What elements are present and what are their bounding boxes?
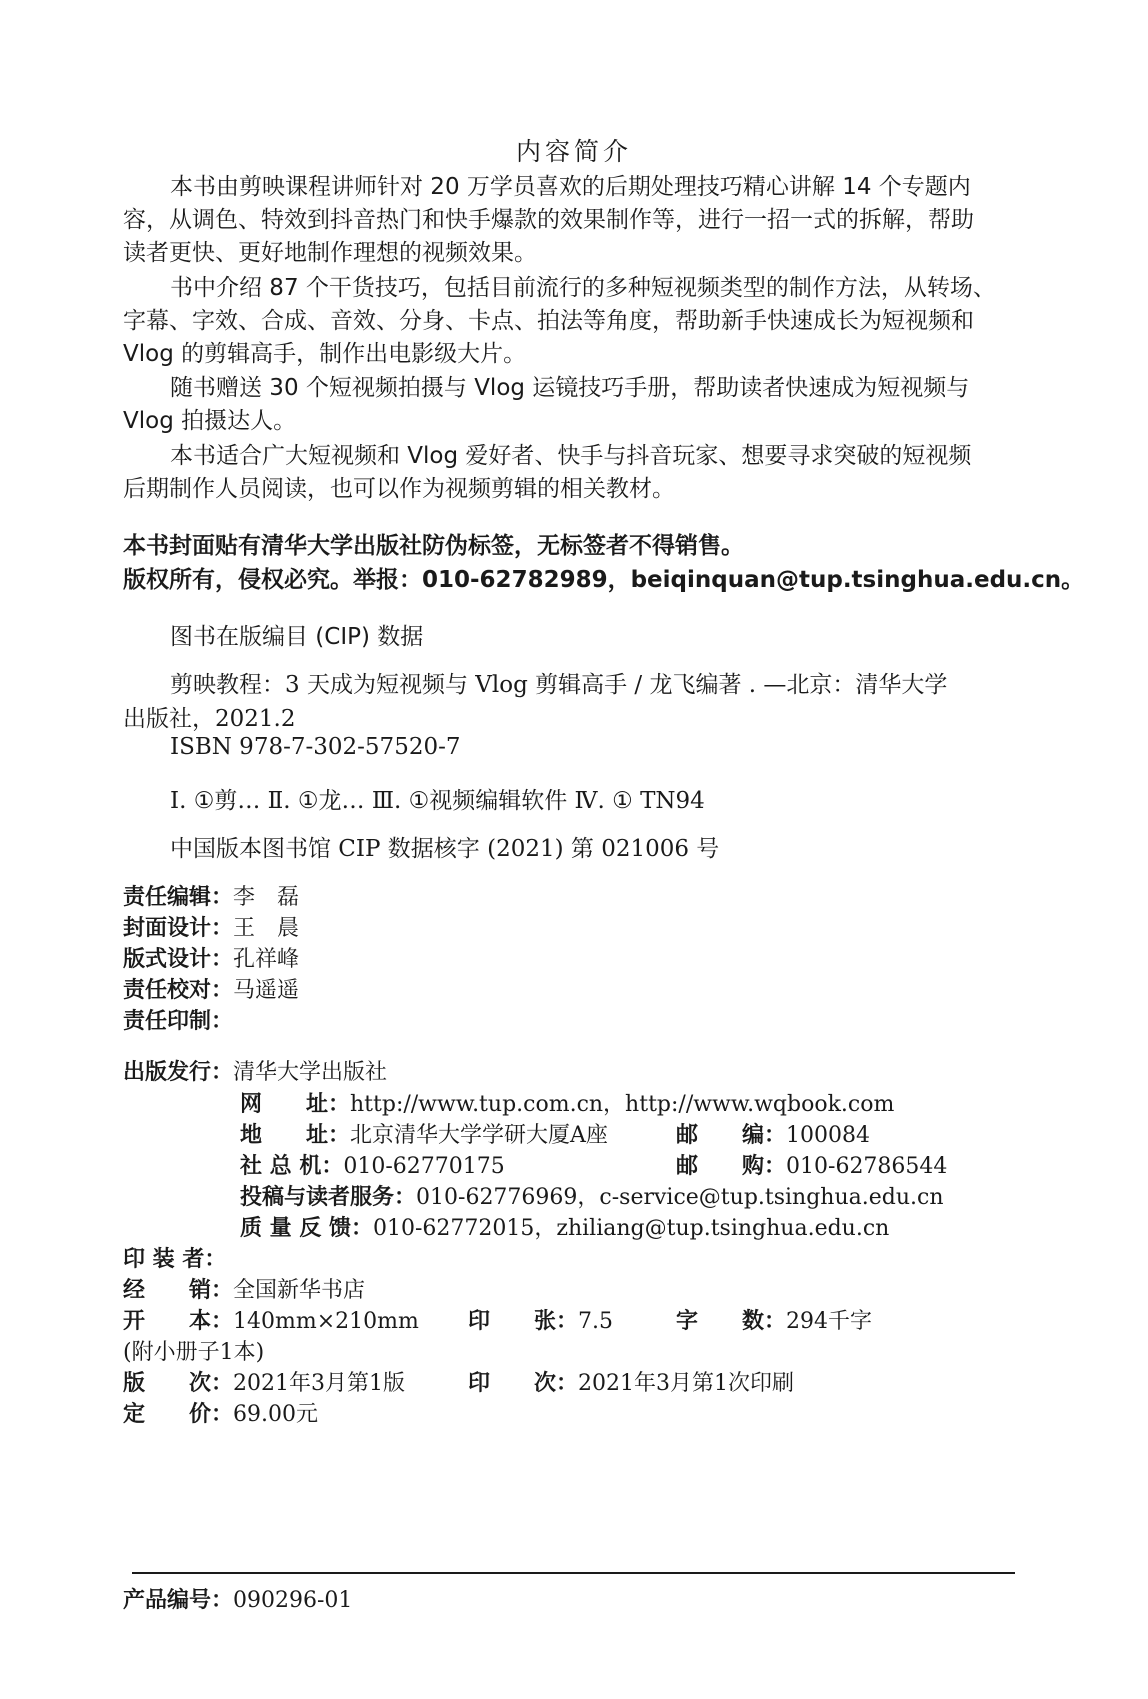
words-label: 字 数： [676,1309,787,1334]
summary-p3-l2: Vlog 拍摄达人。 [123,408,297,434]
words-row [676,1304,872,1335]
mailorder-row [676,1149,947,1180]
product-code-value: 090296-01 [233,1588,353,1613]
credit-label: 版式设计： [123,947,234,972]
mailorder-label: 邮 购： [676,1154,787,1179]
price-label: 定 价： [123,1402,234,1427]
edition-value: 2021年3月第1版 [233,1371,405,1396]
switchboard-value: 010-62770175 [343,1154,505,1179]
credit-label: 封面设计： [123,916,234,941]
feedback-value: 010-62772015，zhiliang@tup.tsinghua.edu.cn [372,1216,890,1241]
feedback-label: 质 量 反 馈： [240,1216,373,1241]
postcode-label: 邮 编： [676,1123,787,1148]
credit-value: 孔祥峰 [233,947,300,972]
website-label: 网 址： [240,1092,351,1117]
credit-row [123,1004,233,1035]
publisher-name: 清华大学出版社 [233,1060,388,1085]
attachment-note: (附小册子1本) [123,1340,265,1365]
credit-row [123,880,299,911]
sheets-label: 印 张： [468,1309,579,1334]
sheets-row [468,1304,613,1335]
product-code-label: 产品编号： [123,1588,234,1613]
address-label: 地 址： [240,1123,351,1148]
credit-row [123,942,299,973]
mailorder-value: 010-62786544 [786,1154,948,1179]
impression-value: 2021年3月第1次印刷 [578,1371,794,1396]
edition-label: 版 次： [123,1371,234,1396]
publisher-row [123,1055,387,1086]
impression-label: 印 次： [468,1371,579,1396]
publisher-label: 出版发行： [123,1060,234,1085]
cip-classification: Ⅰ. ①剪… Ⅱ. ①龙… Ⅲ. ①视频编辑软件 Ⅳ. ① TN94 [170,788,705,814]
postcode-row [676,1118,870,1149]
format-row [123,1304,419,1335]
format-value: 140mm×210mm [233,1309,419,1334]
distributor-value: 全国新华书店 [233,1278,366,1303]
credit-value: 王 晨 [233,916,300,941]
credit-value: 李 磊 [233,885,300,910]
copyright-notice: 版权所有，侵权必究。举报：010-62782989，beiqinquan@tup.tsinghua.edu.cn。 [123,567,1085,593]
words-value: 294千字 [786,1309,873,1334]
credit-label: 责任编辑： [123,885,234,910]
sheets-value: 7.5 [578,1309,614,1334]
switchboard-row [240,1149,505,1180]
credit-row [123,911,299,942]
cip-heading: 图书在版编目 (CIP) 数据 [170,624,424,650]
credit-label: 责任校对： [123,978,234,1003]
cip-entry-line1: 剪映教程：3 天成为短视频与 Vlog 剪辑高手 / 龙飞编著 . —北京：清华大学 [170,672,948,698]
cip-entry-line2: 出版社，2021.2 [123,706,296,732]
summary-p2-l3: Vlog 的剪辑高手，制作出电影级大片。 [123,341,527,367]
product-code-row [123,1583,352,1614]
cip-isbn: ISBN 978-7-302-57520-7 [170,734,461,760]
distributor-row [123,1273,365,1304]
summary-p2-l2: 字幕、字效、合成、音效、分身、卡点、拍法等角度，帮助新手快速成长为短视频和 [123,308,974,334]
credit-label: 责任印制： [123,1009,234,1034]
credit-row [123,973,299,1004]
format-label: 开 本： [123,1309,234,1334]
divider-line [132,1572,1015,1574]
website-value: http://www.tup.com.cn，http://www.wqbook.com [350,1092,895,1117]
price-value: 69.00元 [233,1402,318,1427]
reader-service-value: 010-62776969，c-service@tup.tsinghua.edu.cn [416,1185,944,1210]
credit-value: 马遥遥 [233,978,300,1003]
summary-p4-l1: 本书适合广大短视频和 Vlog 爱好者、快手与抖音玩家、想要寻求突破的短视频 [170,443,972,469]
printer-label: 印 装 者： [123,1247,227,1272]
summary-p1-l3: 读者更快、更好地制作理想的视频效果。 [123,240,537,266]
price-row [123,1397,318,1428]
distributor-label: 经 销： [123,1278,234,1303]
website-row [240,1087,894,1118]
switchboard-label: 社 总 机： [240,1154,344,1179]
postcode-value: 100084 [786,1123,870,1148]
summary-p1-l1: 本书由剪映课程讲师针对 20 万学员喜欢的后期处理技巧精心讲解 14 个专题内 [170,174,971,200]
feedback-row [240,1211,889,1242]
address-row [240,1118,608,1149]
summary-p3-l1: 随书赠送 30 个短视频拍摄与 Vlog 运镜技巧手册，帮助读者快速成为短视频与 [170,375,970,401]
address-value: 北京清华大学学研大厦A座 [350,1123,608,1148]
summary-title: 内容简介 [515,137,632,166]
anti-counterfeit-notice: 本书封面贴有清华大学出版社防伪标签，无标签者不得销售。 [123,533,744,559]
impression-row [468,1366,794,1397]
reader-service-label: 投稿与读者服务： [240,1185,417,1210]
edition-row [123,1366,405,1397]
reader-service-row [240,1180,944,1211]
cip-record: 中国版本图书馆 CIP 数据核字 (2021) 第 021006 号 [170,836,720,862]
summary-p4-l2: 后期制作人员阅读，也可以作为视频剪辑的相关教材。 [123,476,675,502]
summary-p2-l1: 书中介绍 87 个干货技巧，包括目前流行的多种短视频类型的制作方法，从转场、 [170,275,996,301]
summary-p1-l2: 容，从调色、特效到抖音热门和快手爆款的效果制作等，进行一招一式的拆解，帮助 [123,207,974,233]
